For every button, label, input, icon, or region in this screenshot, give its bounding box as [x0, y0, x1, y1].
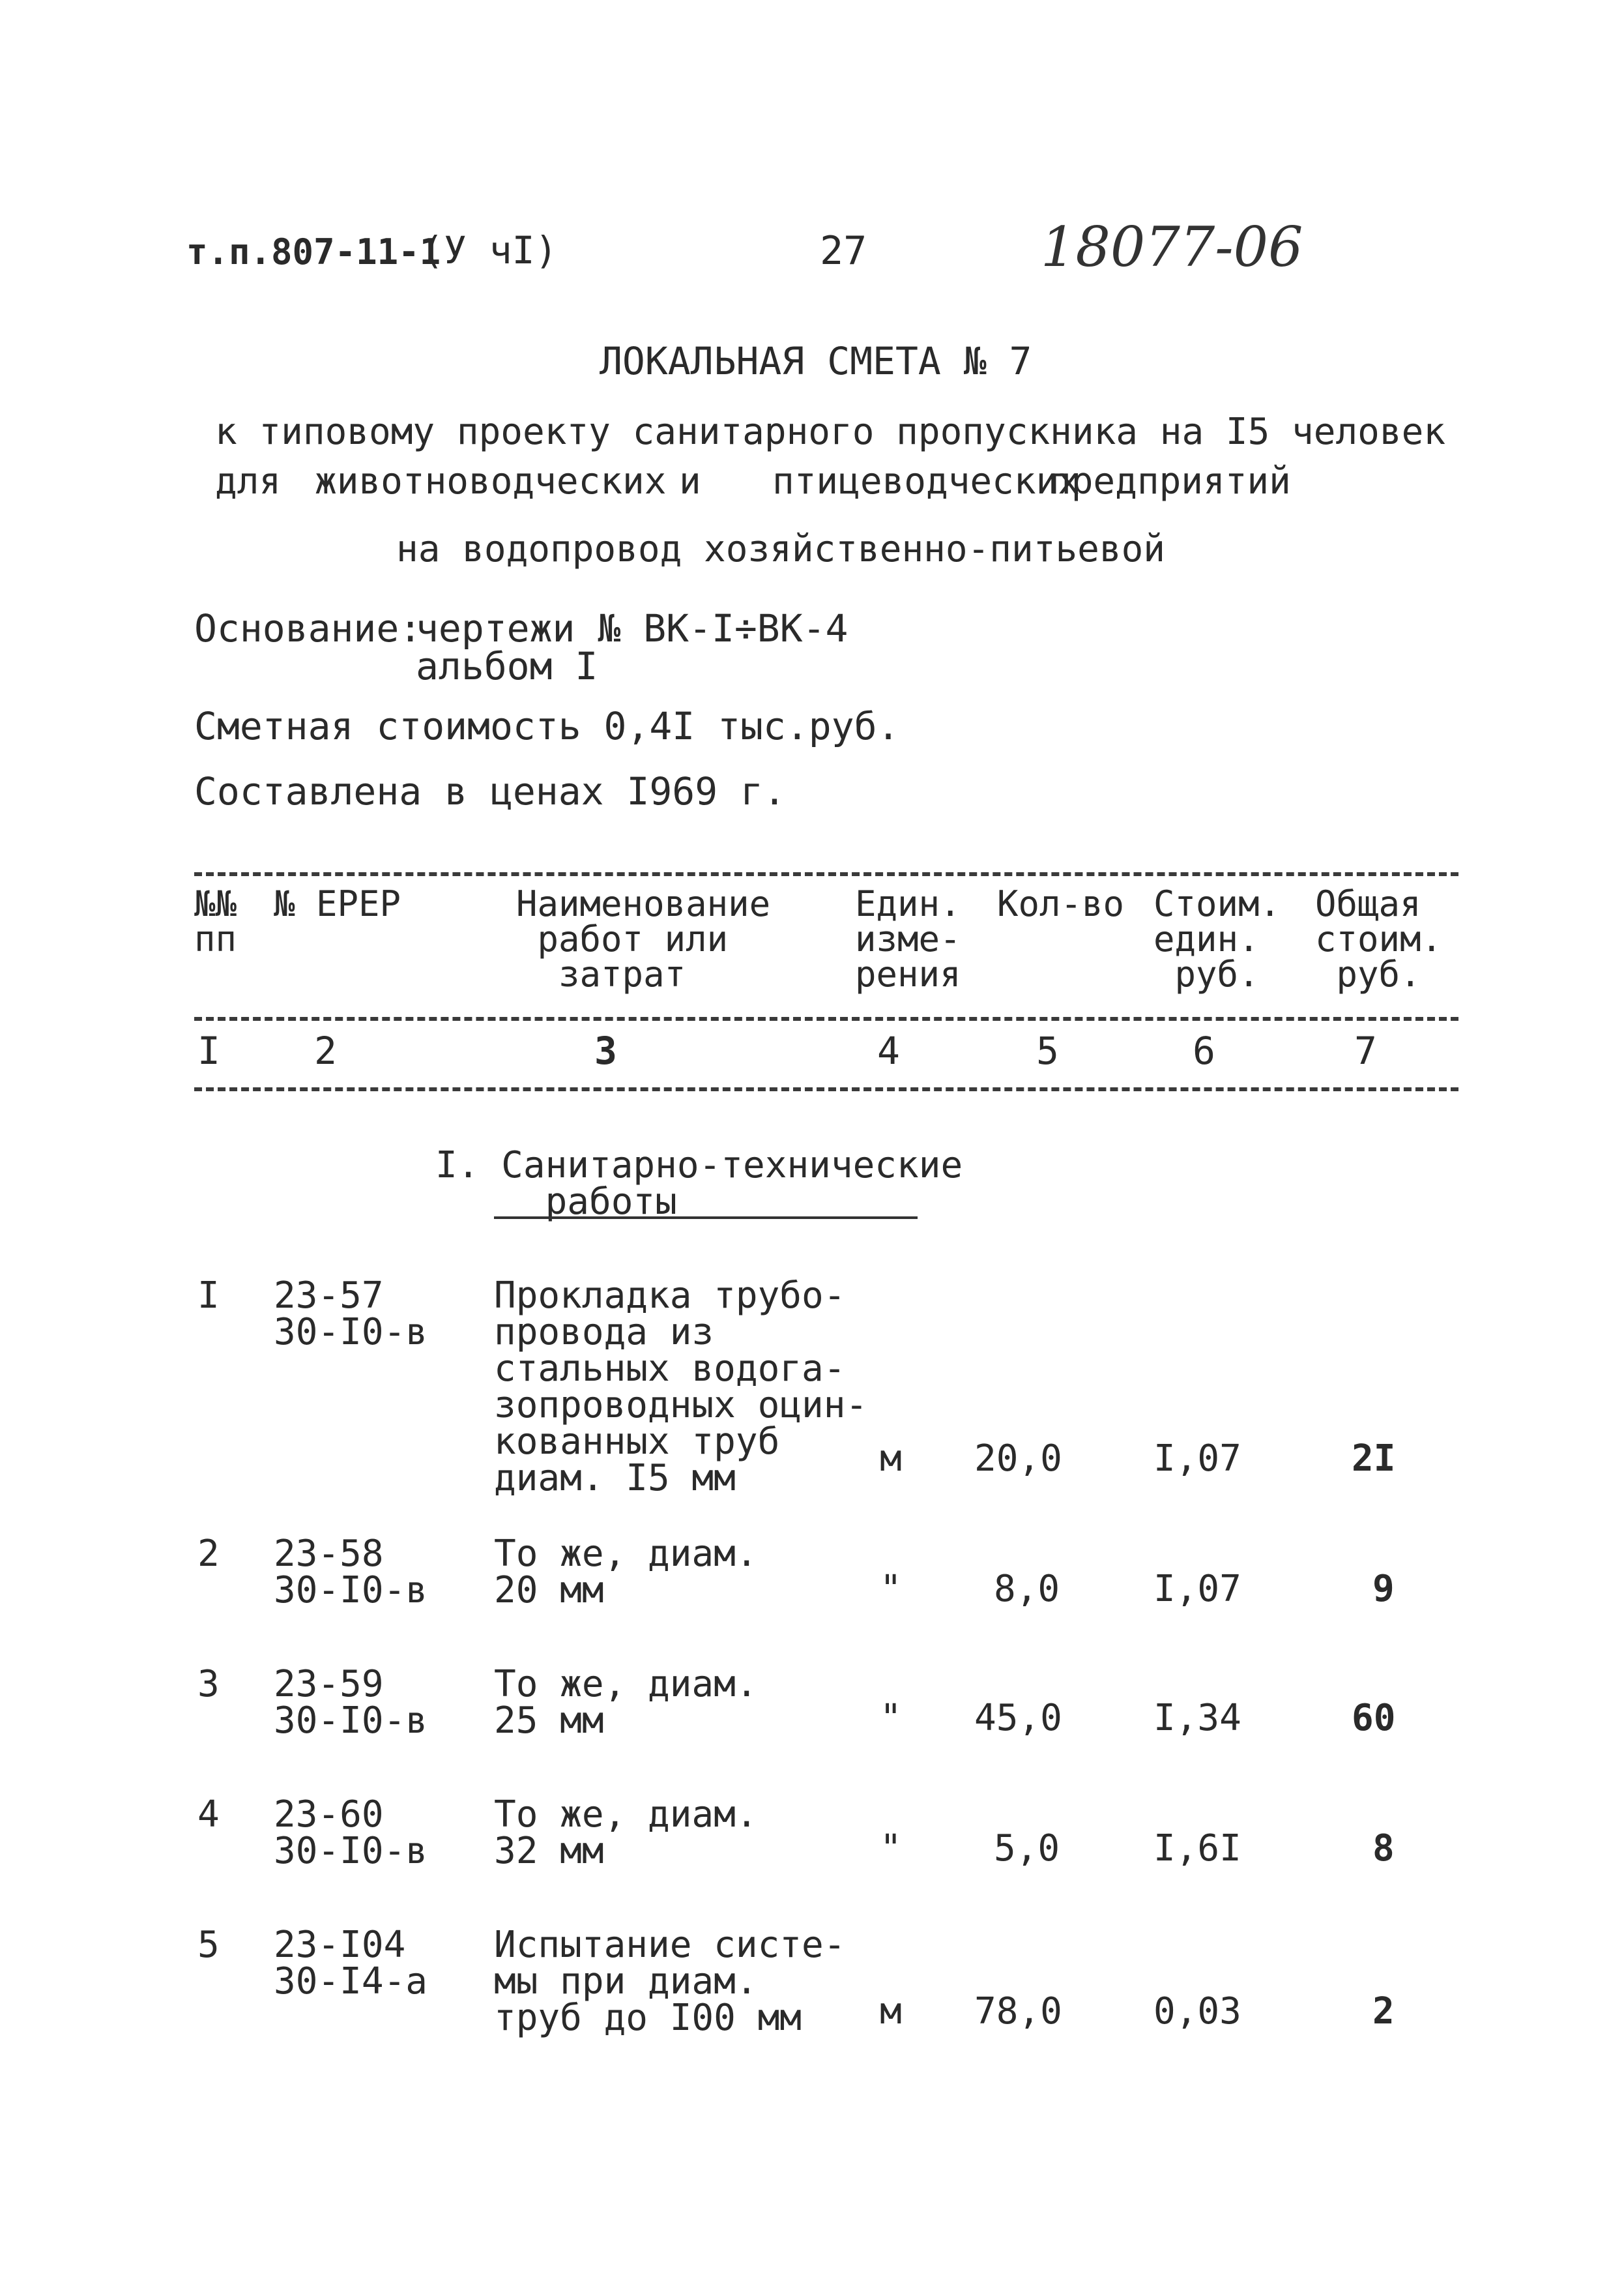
column-header-erer: № ЕРЕР [274, 883, 401, 924]
table-rule-header-bottom [194, 1017, 1458, 1021]
row-unit-cost: I,34 [1153, 1697, 1241, 1739]
basis-label: Основание: [194, 606, 422, 651]
subtitle-line-3: на водопровод хозяйственно-питьевой [396, 528, 1166, 570]
estimated-cost: Сметная стоимость 0,4I тыс.руб. [194, 704, 900, 748]
page-number: 27 [820, 228, 867, 274]
row-qty: 45,0 [974, 1697, 1062, 1739]
row-description: Испытание систе- мы при диам. труб до I00 мм [494, 1924, 846, 2039]
row-qty: 5,0 [994, 1827, 1060, 1870]
row-unit: " [880, 1697, 902, 1739]
row-code: 23-59 30-I0-в [274, 1663, 428, 1742]
section-title: I. Санитарно-технические работы [435, 1144, 963, 1223]
row-unit: " [880, 1568, 902, 1610]
table-rule-numbers-bottom [194, 1087, 1458, 1091]
row-pp: I [197, 1274, 220, 1317]
row-unit-cost: 0,03 [1153, 1990, 1241, 2033]
subtitle-line-1: к типовому проекту санитарного пропускника на I5 человек [215, 411, 1446, 453]
row-total: 2 [1372, 1990, 1395, 2033]
row-total: 2I [1352, 1437, 1396, 1480]
document-stamp: т.п.807-11-1 [186, 231, 441, 272]
row-pp: 3 [197, 1663, 220, 1705]
table-rule-top [194, 872, 1458, 876]
column-header-name: Наименование работ или затрат [516, 883, 771, 995]
row-description: Прокладка трубо- провода из стальных водога- зопроводных оцин- кованных труб диам. I5 мм [494, 1274, 868, 1499]
subtitle-word: и [679, 460, 701, 503]
row-description: То же, диам. 20 мм [494, 1533, 758, 1611]
column-number: 3 [594, 1029, 617, 1073]
page-title: ЛОКАЛЬНАЯ СМЕТА № 7 [600, 339, 1032, 383]
row-description: То же, диам. 25 мм [494, 1663, 758, 1742]
column-number: 2 [314, 1029, 337, 1073]
column-header-total: Общая стоим. руб. [1315, 883, 1443, 995]
row-unit-cost: I,07 [1153, 1437, 1241, 1480]
column-number: 7 [1354, 1029, 1377, 1073]
column-header-pp: №№ пп [194, 883, 237, 960]
subtitle-word: животноводческих [315, 460, 667, 503]
document-number: 18077-06 [1041, 215, 1303, 279]
row-unit-cost: I,6I [1153, 1827, 1241, 1870]
subtitle-word: для [215, 460, 282, 503]
row-pp: 2 [197, 1533, 220, 1575]
row-pp: 5 [197, 1924, 220, 1966]
section-title-underline [494, 1216, 918, 1219]
row-code: 23-58 30-I0-в [274, 1533, 428, 1611]
row-unit: " [880, 1827, 902, 1870]
subtitle-word: птицеводческих [772, 460, 1080, 503]
column-number: I [197, 1029, 220, 1073]
column-number: 5 [1036, 1029, 1059, 1073]
column-header-qty: Кол-во [997, 883, 1125, 924]
prices-year: Составлена в ценах I969 г. [194, 769, 786, 814]
row-unit-cost: I,07 [1153, 1568, 1241, 1610]
row-total: 60 [1352, 1697, 1396, 1739]
column-header-unit-cost: Стоим. един. руб. [1153, 883, 1281, 995]
row-unit: м [880, 1990, 902, 2033]
row-qty: 8,0 [994, 1568, 1060, 1610]
row-code: 23-I04 30-I4-а [274, 1924, 428, 2003]
document-part: (У чI) [421, 228, 558, 272]
row-unit: м [880, 1437, 902, 1480]
row-pp: 4 [197, 1793, 220, 1836]
row-total: 9 [1372, 1568, 1395, 1610]
row-qty: 78,0 [974, 1990, 1062, 2033]
basis-album: альбом I [416, 644, 598, 688]
row-code: 23-60 30-I0-в [274, 1793, 428, 1872]
row-description: То же, диам. 32 мм [494, 1793, 758, 1872]
row-qty: 20,0 [974, 1437, 1062, 1480]
basis-drawings: чертежи № ВК-I÷ВК-4 [416, 606, 848, 651]
row-code: 23-57 30-I0-в [274, 1274, 428, 1353]
column-header-unit: Един. изме- рения [855, 883, 961, 995]
subtitle-word: предприятий [1049, 460, 1291, 503]
row-total: 8 [1372, 1827, 1395, 1870]
column-number: 6 [1193, 1029, 1215, 1073]
column-number: 4 [877, 1029, 900, 1073]
